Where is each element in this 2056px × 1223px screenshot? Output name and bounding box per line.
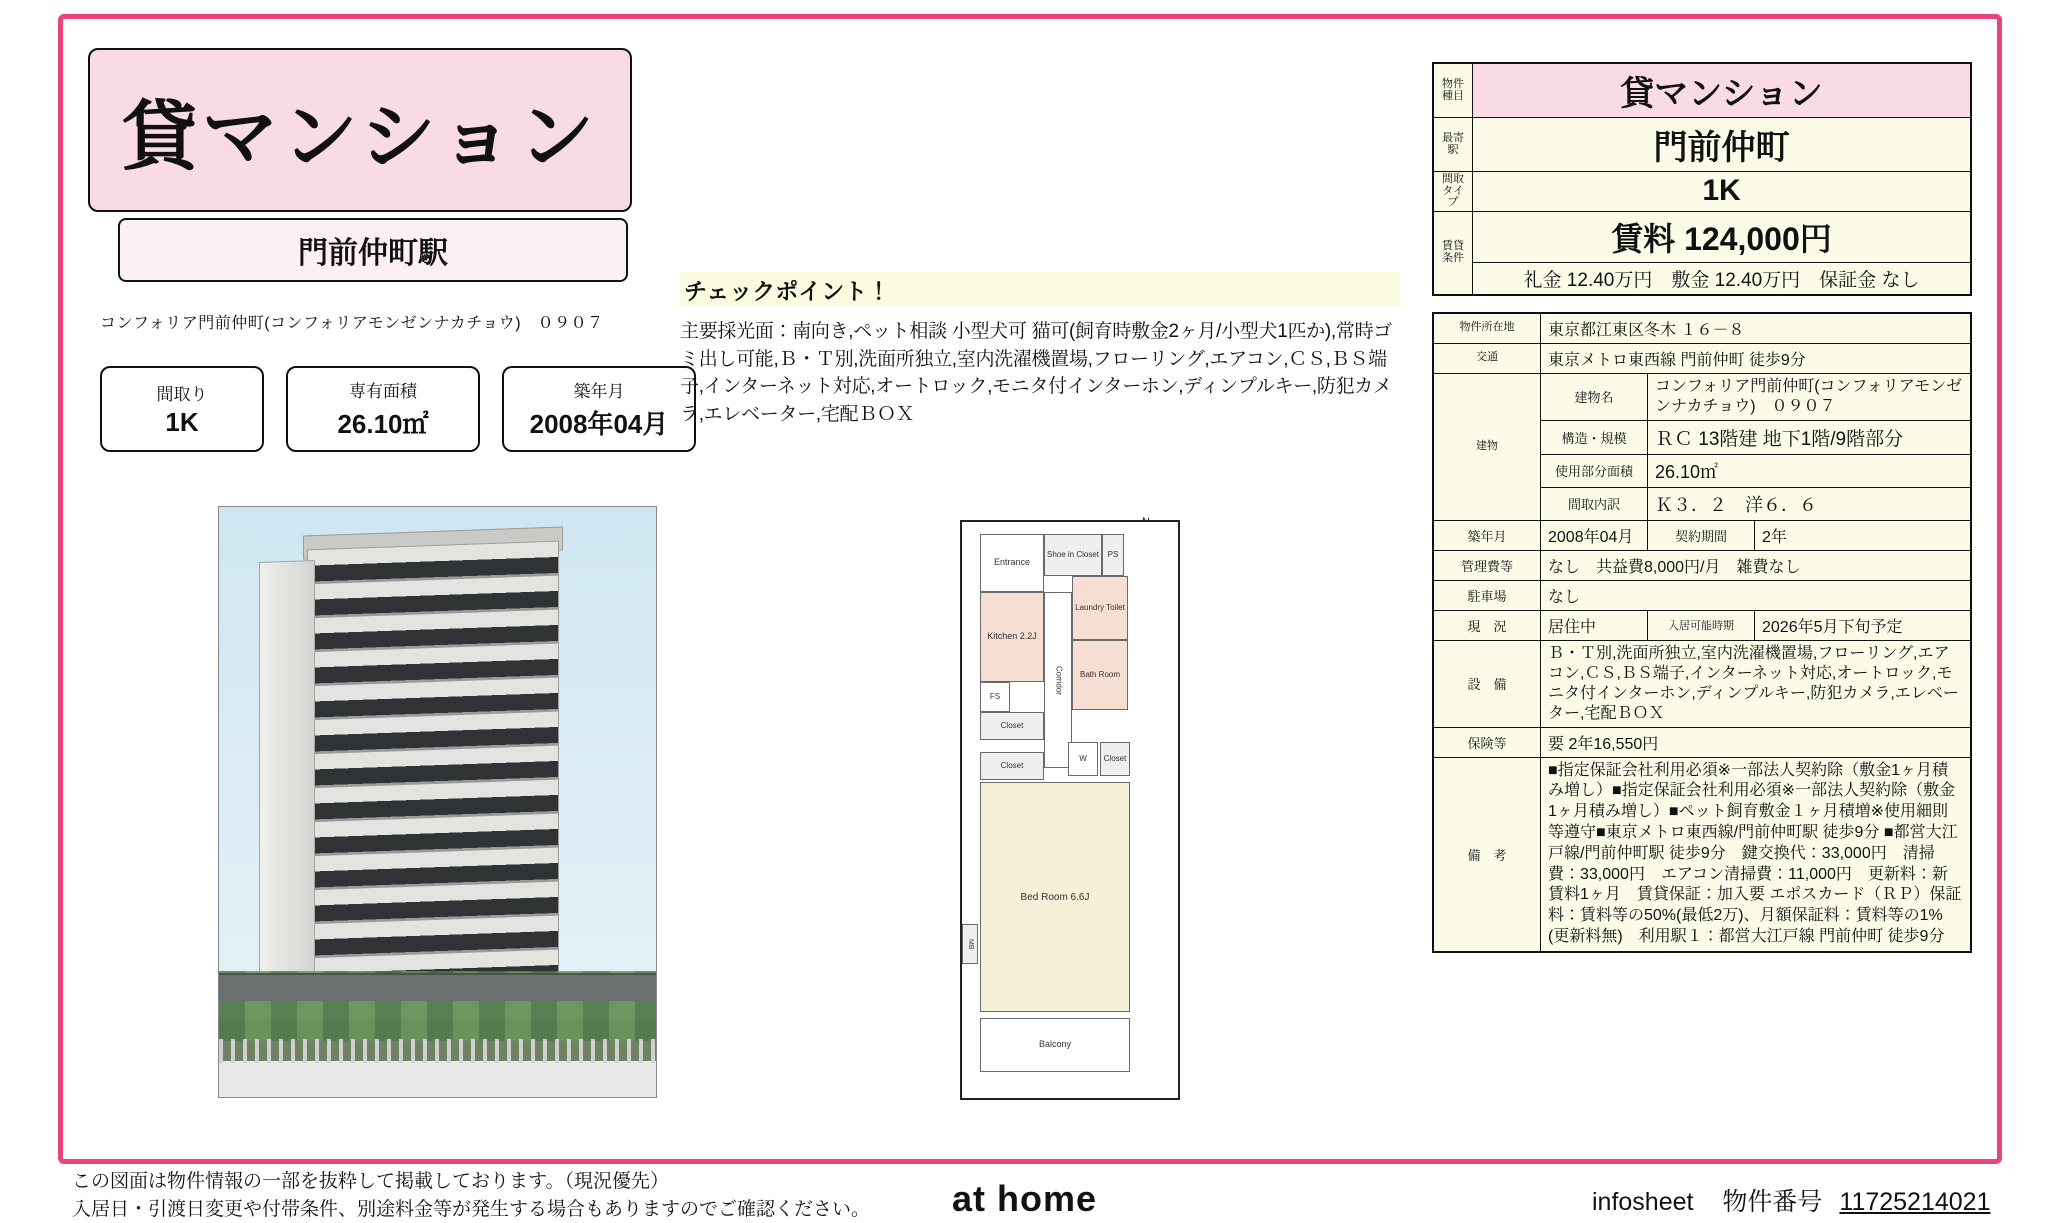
value-insurance: 要 2年16,550円 bbox=[1541, 727, 1972, 757]
value-status: 居住中 bbox=[1541, 610, 1648, 640]
room-closet-2: Closet bbox=[980, 752, 1044, 780]
room-balcony: Balcony bbox=[980, 1018, 1130, 1072]
row-value-access: 東京メトロ東西線 門前仲町 徒歩9分 bbox=[1541, 343, 1972, 373]
row-head-address: 物件所在地 bbox=[1433, 313, 1541, 344]
value-equipment: Ｂ・Ｔ別,洗面所独立,室内洗濯機置場,フローリング,エアコン,ＣＳ,ＢＳ端子,インターネット対応,オートロック,モニタ付インターホン,ディンプルキー,防犯カメラ,エレベーター,宅配ＢＯＸ bbox=[1541, 640, 1972, 727]
table-row-type bbox=[1433, 63, 1971, 118]
sub-label-structure: 構造・規模 bbox=[1541, 420, 1648, 454]
table-row-age bbox=[1433, 520, 1971, 550]
infosheet-label: infosheet bbox=[1592, 1188, 1694, 1216]
value-parking: なし bbox=[1541, 580, 1972, 610]
value-remarks: ■指定保証会社利用必須※一部法人契約除（敷金1ヶ月積み増し）■指定保証会社利用必須※一部法人契約除（敷金1ヶ月積み増し）■ペット飼育敷金１ヶ月積増※使用細則等遵守■東京メトロ東西線/門前仲町駅 徒歩9分 ■都営大江戸線/門前仲町駅 徒歩9分 鍵交換代：33,000円 清掃費：33,000円 エアコン清掃費：11,000円 更新料：新賃料1ヶ月 賃貸保証：加入要 エポスカード（ＲＰ）保証料：賃料等の50%(最低2万)、月額保証料：賃料等の1%(更新料無) 利用駅１：都営大江戸線 門前仲町 徒歩9分 bbox=[1541, 757, 1972, 952]
photo-railway bbox=[219, 973, 656, 1001]
checkpoint-body: 主要採光面：南向き,ペット相談 小型犬可 猫可(飼育時敷金2ヶ月/小型犬1匹か),常時ゴミ出し可能,Ｂ・Ｔ別,洗面所独立,室内洗濯機置場,フローリング,エアコン,ＣＳ,ＢＳ端子,インターネット対応,オートロック,モニタ付インターホン,ディンプルキー,防犯カメラ,エレベーター,宅配ＢＯＸ bbox=[680, 321, 1392, 425]
label-remarks: 備 考 bbox=[1433, 757, 1541, 952]
property-type-label: 貸マンション bbox=[121, 91, 599, 181]
row-head-type: 物件種目 bbox=[1433, 63, 1473, 118]
sub-label-layout-detail: 間取内訳 bbox=[1541, 487, 1648, 520]
value-age: 2008年04月 bbox=[1541, 520, 1648, 550]
athome-logo: at home bbox=[952, 1178, 1098, 1219]
row-head-building: 建物 bbox=[1433, 373, 1541, 520]
checkpoint-title bbox=[680, 272, 1400, 306]
pill-built bbox=[502, 366, 696, 452]
photo-building-wing bbox=[259, 560, 315, 1024]
label-mgmt: 管理費等 bbox=[1433, 550, 1541, 580]
label-available: 入居可能時期 bbox=[1648, 610, 1755, 640]
property-number-label: 物件番号 bbox=[1722, 1188, 1823, 1216]
row-head-access: 交通 bbox=[1433, 343, 1541, 373]
details-panel bbox=[1432, 62, 1972, 953]
table-row-parking bbox=[1433, 580, 1971, 610]
pill-area-label: 専有面積 bbox=[349, 382, 417, 401]
pill-built-value: 2008年04月 bbox=[529, 409, 669, 439]
summary-pills bbox=[100, 366, 696, 452]
pill-layout bbox=[100, 366, 264, 452]
summary-table bbox=[1432, 62, 1972, 296]
label-insurance: 保険等 bbox=[1433, 727, 1541, 757]
row-value-layout: 1K bbox=[1473, 172, 1972, 212]
table-row-building-name bbox=[1433, 373, 1971, 420]
property-type-title bbox=[88, 48, 632, 212]
room-bedroom: Bed Room 6.6J bbox=[980, 782, 1130, 1012]
building-name-line: コンフォリア門前仲町(コンフォリアモンゼンナカチョウ) ０９０７ bbox=[100, 315, 604, 332]
details-table bbox=[1432, 312, 1972, 953]
room-laundry-toilet: Laundry Toilet bbox=[1072, 576, 1128, 640]
value-mgmt: なし 共益費8,000円/月 雑費なし bbox=[1541, 550, 1972, 580]
room-shoe-closet: Shoe in Closet bbox=[1044, 534, 1102, 576]
value-contract: 2年 bbox=[1755, 520, 1972, 550]
room-mb: MB bbox=[962, 924, 978, 964]
row-head-layout: 間取タイプ bbox=[1433, 172, 1473, 212]
room-fs: FS bbox=[980, 682, 1010, 712]
room-kitchen: Kitchen 2.2J bbox=[980, 592, 1044, 682]
row-value-station: 門前仲町 bbox=[1473, 118, 1972, 172]
footer-note-line1: この図面は物件情報の一部を抜粋して掲載しております。（現況優先） bbox=[72, 1171, 669, 1192]
station-box bbox=[118, 218, 628, 282]
pill-layout-value: 1K bbox=[165, 407, 199, 437]
footer-note-line2: 入居日・引渡日変更や付帯条件、別途料金等が発生する場合もありますのでご確認ください。 bbox=[72, 1198, 871, 1220]
pill-layout-label: 間取り bbox=[156, 385, 208, 404]
table-row-remarks bbox=[1433, 757, 1971, 952]
infosheet-footer bbox=[1592, 1182, 1990, 1218]
row-value-type: 貸マンション bbox=[1473, 63, 1972, 118]
label-contract: 契約期間 bbox=[1648, 520, 1755, 550]
row-value-layout-detail: Ｋ３．２ 洋６．６ bbox=[1648, 487, 1972, 520]
room-corridor: Corridor bbox=[1044, 592, 1072, 768]
table-row-rent bbox=[1433, 211, 1971, 262]
table-row-insurance bbox=[1433, 727, 1971, 757]
pill-built-label: 築年月 bbox=[573, 382, 625, 401]
room-closet-1: Closet bbox=[980, 712, 1044, 740]
row-value-rent: 賃料 124,000円 bbox=[1473, 211, 1972, 262]
pill-area bbox=[286, 366, 480, 452]
table-row-equipment bbox=[1433, 640, 1971, 727]
row-value-building-name: コンフォリア門前仲町(コンフォリアモンゼンナカチョウ) ０９０７ bbox=[1648, 373, 1972, 420]
table-row-station bbox=[1433, 118, 1971, 172]
table-row-layout bbox=[1433, 172, 1971, 212]
row-value-fees: 礼金 12.40万円 敷金 12.40万円 保証金 なし bbox=[1473, 262, 1972, 295]
sub-label-building-name: 建物名 bbox=[1541, 373, 1648, 420]
label-equipment: 設 備 bbox=[1433, 640, 1541, 727]
row-value-area: 26.10㎡ bbox=[1648, 454, 1972, 487]
row-value-address: 東京都江東区冬木 １６－８ bbox=[1541, 313, 1972, 344]
row-head-station: 最寄駅 bbox=[1433, 118, 1473, 172]
table-row-address bbox=[1433, 313, 1971, 344]
sub-label-area: 使用部分面積 bbox=[1541, 454, 1648, 487]
row-head-rent: 賃貸条件 bbox=[1433, 211, 1473, 295]
room-washer: W bbox=[1068, 742, 1098, 776]
label-status: 現 況 bbox=[1433, 610, 1541, 640]
photo-fence bbox=[219, 1039, 656, 1063]
property-number-value: 11725214021 bbox=[1839, 1188, 1991, 1216]
value-available: 2026年5月下旬予定 bbox=[1755, 610, 1972, 640]
pill-area-value: 26.10㎡ bbox=[337, 409, 429, 439]
table-row-mgmt bbox=[1433, 550, 1971, 580]
building-photo bbox=[218, 506, 657, 1098]
floorplan bbox=[960, 520, 1180, 1100]
label-parking: 駐車場 bbox=[1433, 580, 1541, 610]
room-bath: Bath Room bbox=[1072, 640, 1128, 710]
checkpoint-title-label: チェックポイント！ bbox=[684, 277, 891, 304]
table-row-fees bbox=[1433, 262, 1971, 295]
room-closet-3: Closet bbox=[1100, 742, 1130, 776]
room-entrance: Entrance bbox=[980, 534, 1044, 592]
photo-building bbox=[307, 541, 559, 1032]
station-label: 門前仲町駅 bbox=[298, 237, 448, 270]
label-age: 築年月 bbox=[1433, 520, 1541, 550]
table-row-status bbox=[1433, 610, 1971, 640]
room-ps: PS bbox=[1102, 534, 1124, 576]
footer-note bbox=[72, 1168, 972, 1223]
row-value-structure: ＲＣ 13階建 地下1階/9階部分 bbox=[1648, 420, 1972, 454]
table-row-access bbox=[1433, 343, 1971, 373]
